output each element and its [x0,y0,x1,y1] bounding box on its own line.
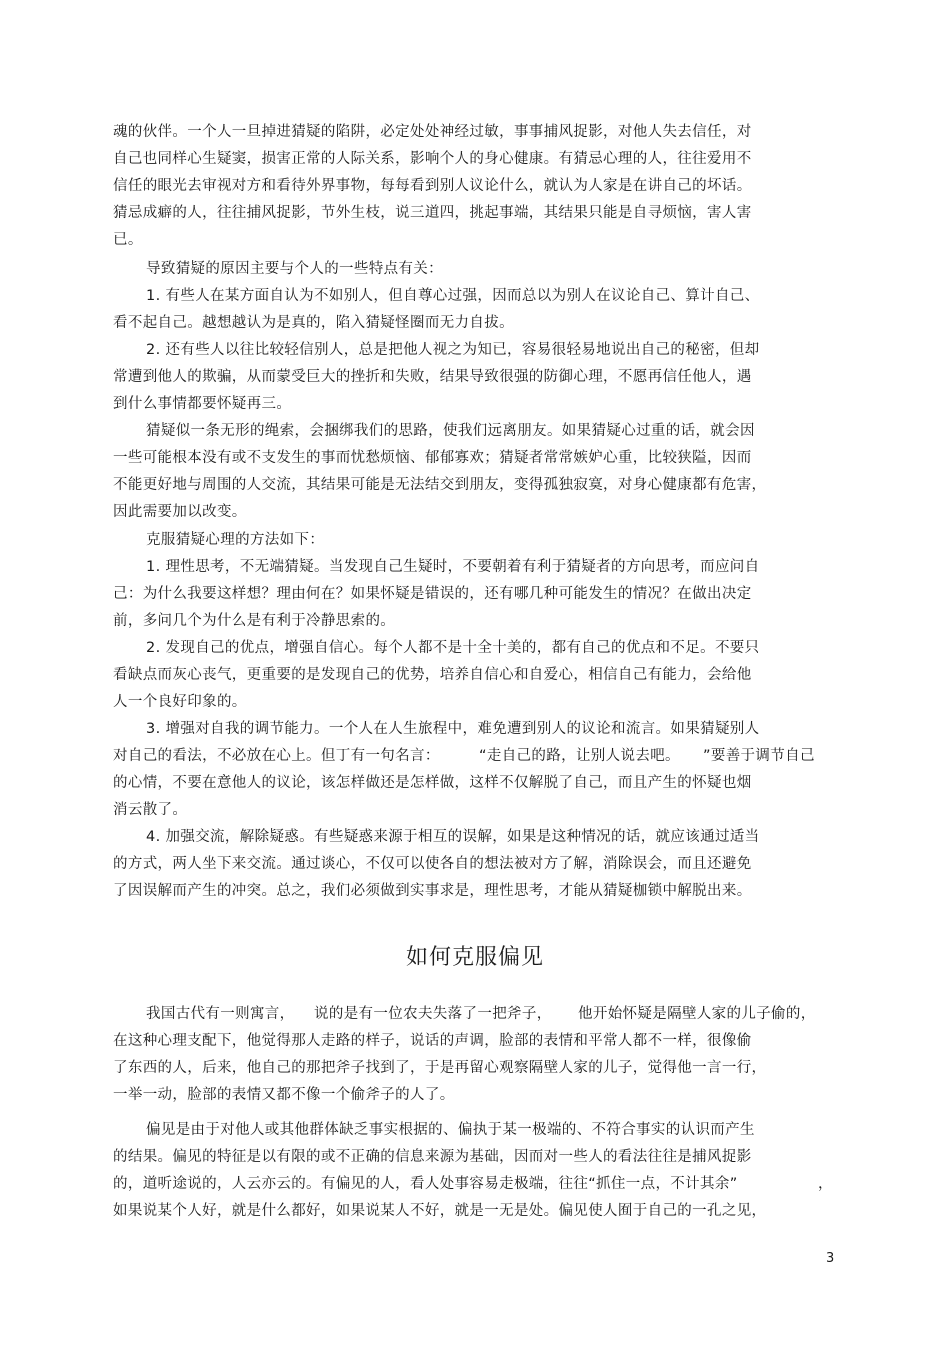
text-line: 看缺点而灰心丧气，更重要的是发现自己的优势，培养自信心和自爱心，相信自己有能力，会给他 [113,667,752,683]
text-segment: ， [818,1176,833,1192]
text-segment: ”要善于调节自己 [703,748,815,764]
text-line: 常遭到他人的欺骗，从而蒙受巨大的挫折和失败，结果导致很强的防御心理，不愿再信任他人，遇 [113,369,752,385]
text-line: 人一个良好印象的。 [113,694,247,710]
text-line: 不能更好地与周围的人交流，其结果可能是无法结交到朋友，变得孤独寂寞，对身心健康都有危害， [113,477,767,493]
text-line: 因此需要加以改变。 [113,504,247,520]
text-line: 导致猜疑的原因主要与个人的一些特点有关： [146,261,443,277]
text-line: 前，多问几个为什么是有利于冷静思索的。 [113,613,396,629]
text-line: 消云散了。 [113,802,188,818]
text-line: 已。 [113,232,143,248]
text-line: 1. 有些人在某方面自认为不如别人，但自尊心过强，因而总以为别人在议论自己、算计自己、 [146,288,760,304]
text-line: 2. 发现自己的优点，增强自信心。每个人都不是十全十美的，都有自己的优点和不足。不要只 [146,640,760,656]
text-line: 到什么事情都要怀疑再三。 [113,396,292,412]
text-segment: 我国古代有一则寓言， [146,1006,295,1022]
text-segment: 说的是有一位农夫失落了一把斧子， [314,1006,552,1022]
text-line: 魂的伙伴。一个人一旦掉进猜疑的陷阱，必定处处神经过敏，事事捕风捉影，对他人失去信任，对 [113,124,752,140]
text-line: 如果说某个人好，就是什么都好，如果说某人不好，就是一无是处。偏见使人囿于自己的一孔之见， [113,1203,767,1219]
text-line: 的结果。偏见的特征是以有限的或不正确的信息来源为基础，因而对一些人的看法往往是捕风捉影 [113,1149,752,1165]
text-line: 猜忌成癖的人，往往捕风捉影，节外生枝，说三道四，挑起事端，其结果只能是自寻烦恼，害人害 [113,205,752,221]
text-line: 在这种心理支配下，他觉得那人走路的样子，说话的声调，脸部的表情和平常人都不一样，很像偷 [113,1033,752,1049]
text-line: 自己也同样心生疑窦，损害正常的人际关系，影响个人的身心健康。有猜忌心理的人，往往爱用不 [113,151,752,167]
text-line: 看不起自己。越想越认为是真的，陷入猜疑怪圈而无力自拔。 [113,315,514,331]
text-line: 4. 加强交流，解除疑惑。有些疑惑来源于相互的误解，如果是这种情况的话，就应该通过适当 [146,829,760,845]
text-line: 2. 还有些人以往比较轻信别人，总是把他人视之为知已，容易很轻易地说出自己的秘密，但却 [146,342,760,358]
text-line: 的，道听途说的，人云亦云的。有偏见的人，看人处事容易走极端，往往“抓住一点，不计其余” [113,1176,738,1192]
text-line: 信任的眼光去审视对方和看待外界事物，每每看到别人议论什么，就认为人家是在讲自己的坏话。 [113,178,752,194]
text-line: 己：为什么我要这样想？理由何在？如果怀疑是错误的，还有哪几种可能发生的情况？在做出决定 [113,586,752,602]
text-line: 1. 理性思考，不无端猜疑。当发现自己生疑时，不要朝着有利于猜疑者的方向思考，而应问自 [146,559,760,575]
text-line: 一些可能根本没有或不支发生的事而忧愁烦恼、郁郁寡欢；猜疑者常常嫉妒心重，比较狭隘，因而 [113,450,752,466]
text-line: 偏见是由于对他人或其他群体缺乏事实根据的、偏执于某一极端的、不符合事实的认识而产生 [146,1122,755,1138]
text-line: 了因误解而产生的冲突。总之，我们必须做到实事求是，理性思考，才能从猜疑枷锁中解脱出来。 [113,883,752,899]
text-line: 猜疑似一条无形的绳索，会捆绑我们的思路，使我们远离朋友。如果猜疑心过重的话，就会因 [146,423,755,439]
text-line: 对自己的看法，不必放在心上。但丁有一句名言： [113,748,440,764]
text-segment: 他开始怀疑是隔壁人家的儿子偷的， [578,1006,816,1022]
quote-segment: “走自己的路，让别人说去吧。 [479,748,680,764]
page-number: 3 [826,1251,835,1266]
text-line: 3. 增强对自我的调节能力。一个人在人生旅程中，难免遭到别人的议论和流言。如果猜疑别人 [146,721,760,737]
section-title: 如何克服偏见 [405,945,544,970]
text-line: 克服猜疑心理的方法如下： [146,532,325,548]
text-line: 的方式，两人坐下来交流。通过谈心，不仅可以使各自的想法被对方了解，消除误会，而且还避免 [113,856,752,872]
text-line: 一举一动，脸部的表情又都不像一个偷斧子的人了。 [113,1087,455,1103]
text-line: 的心情，不要在意他人的议论，该怎样做还是怎样做，这样不仅解脱了自己，而且产生的怀疑也烟 [113,775,752,791]
text-line: 了东西的人，后来，他自己的那把斧子找到了，于是再留心观察隔壁人家的儿子，觉得他一言一行， [113,1060,767,1076]
